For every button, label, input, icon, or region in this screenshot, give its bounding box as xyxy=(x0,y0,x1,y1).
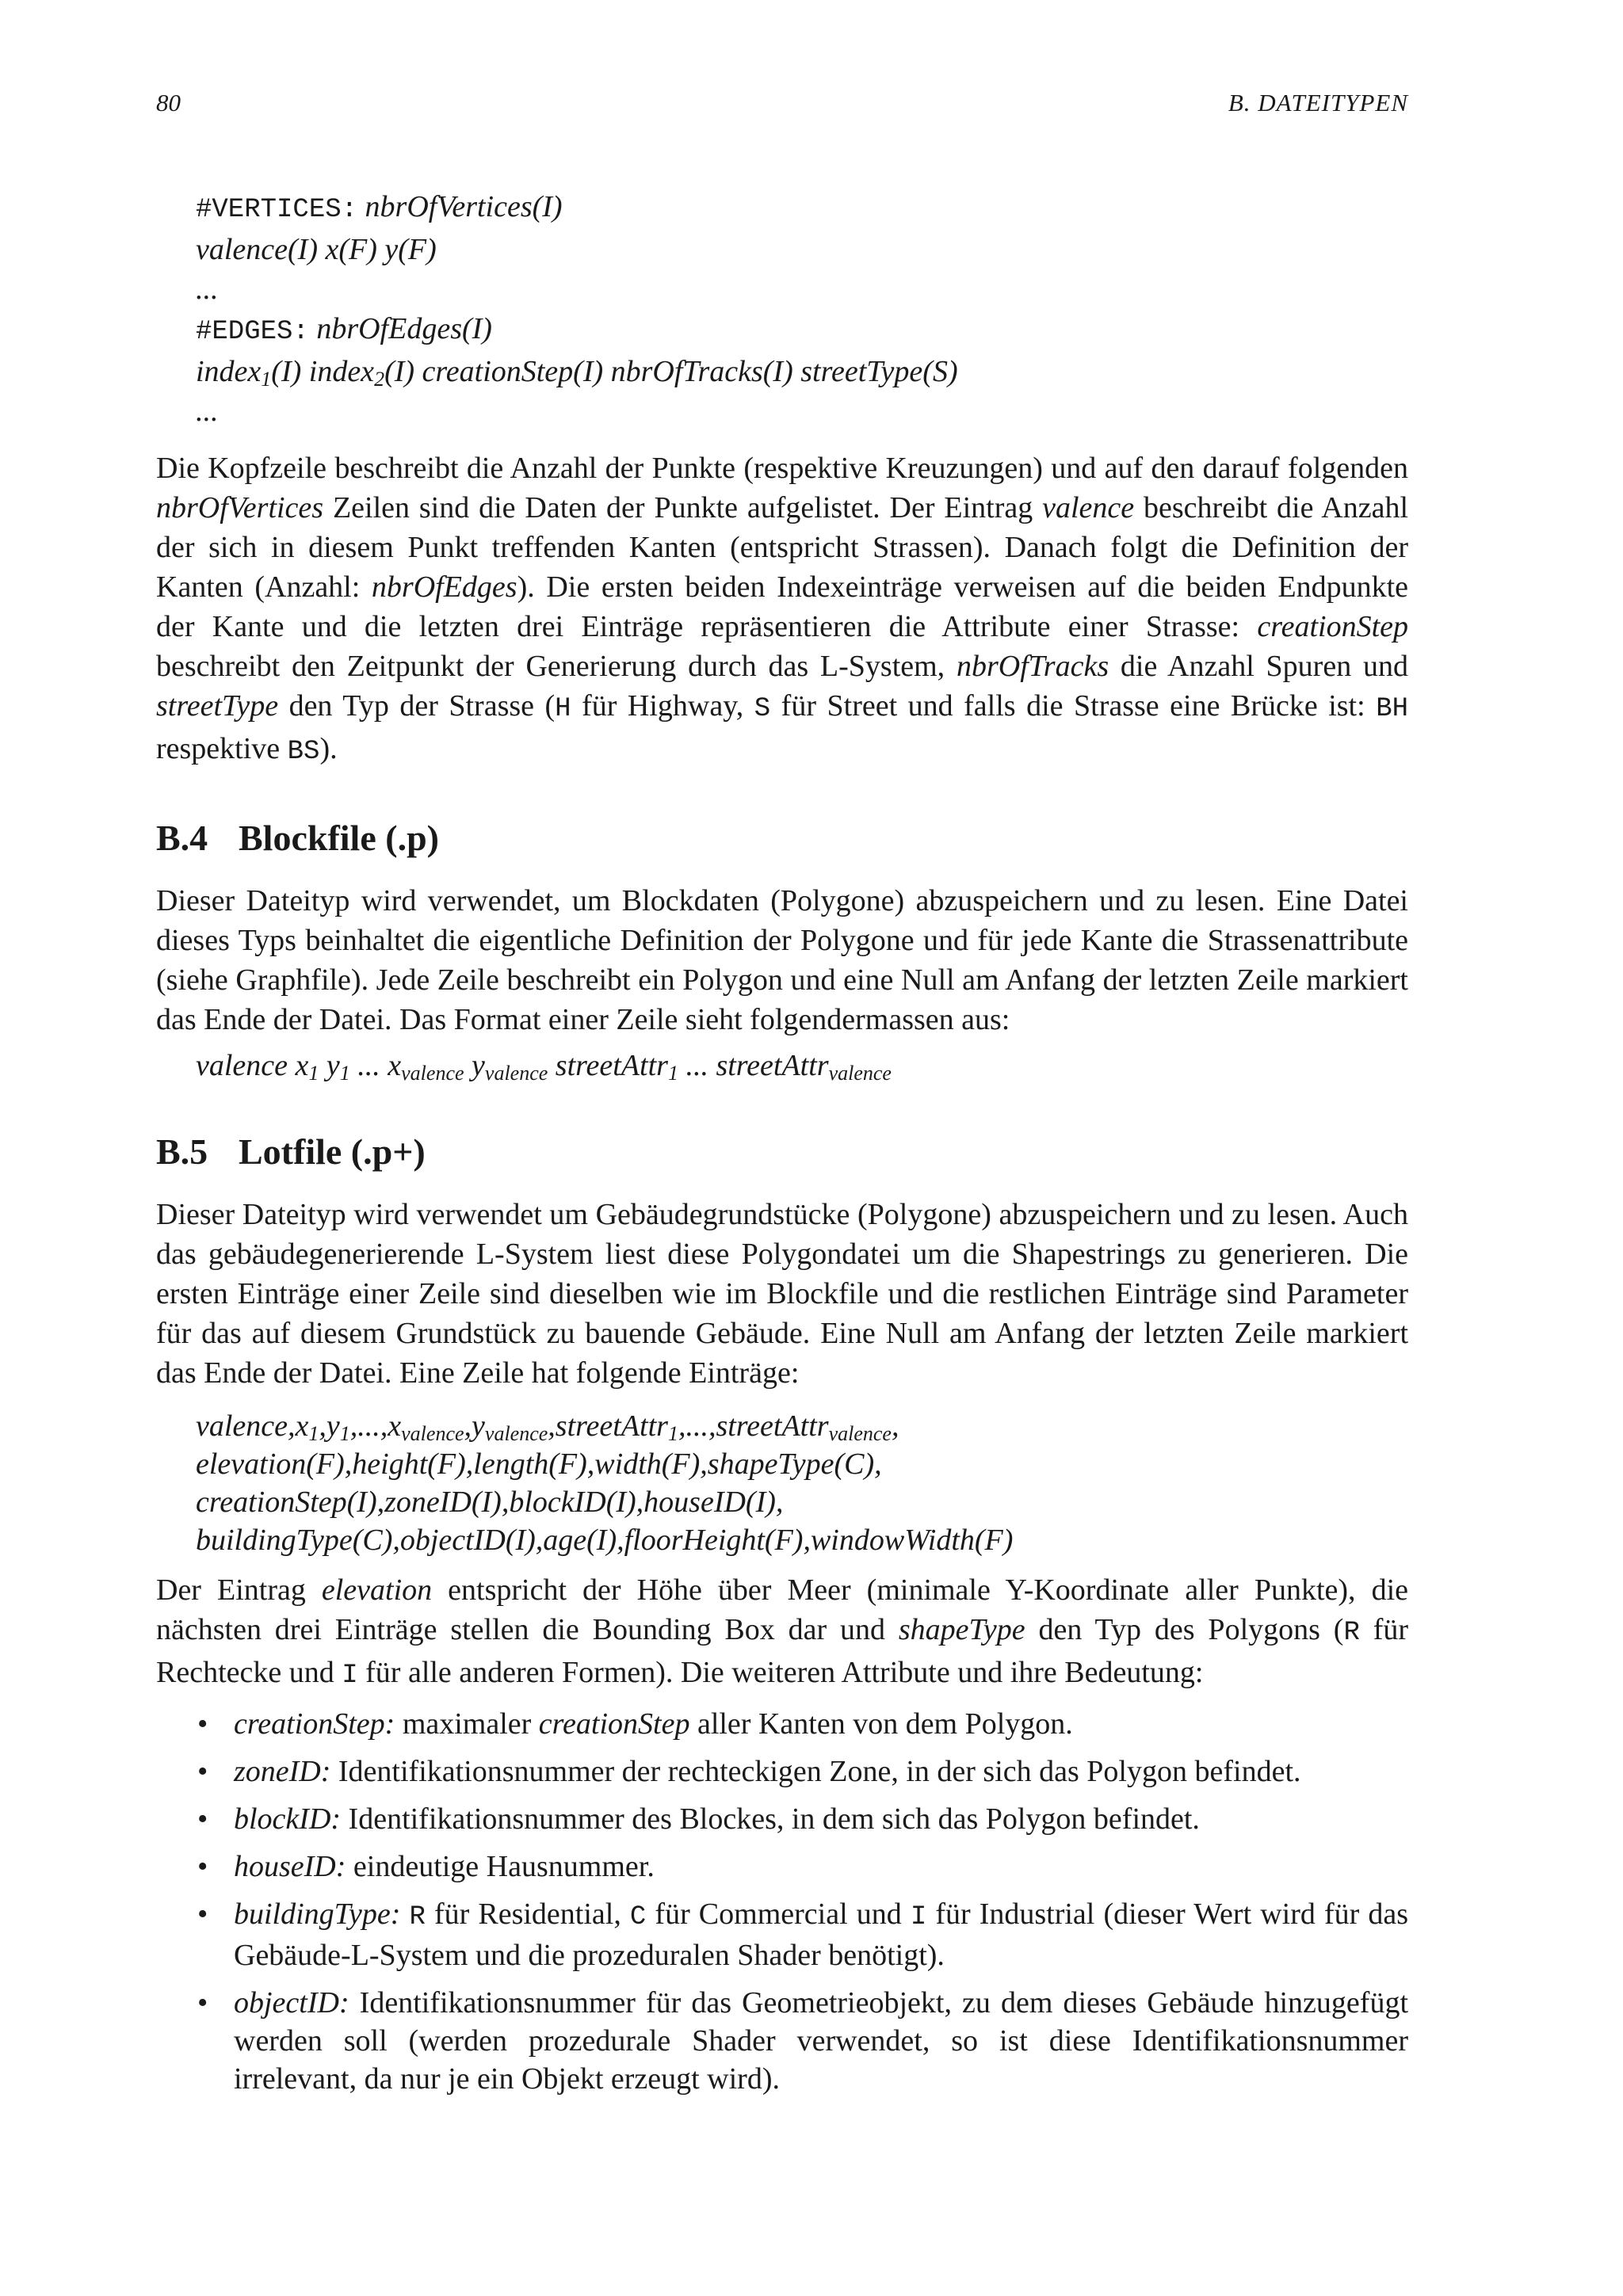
lotfile-line-format xyxy=(196,1407,1408,1559)
list-item-zoneid: • zoneID: Identifikationsnummer der rechteckigen Zone, in der sich das Polygon befindet. xyxy=(156,1753,1408,1791)
chapter-title: B. DATEITYPEN xyxy=(1228,89,1408,116)
list-item-objectid: • objectID: Identifikationsnummer für das Geometrieobjekt, zu dem dieses Gebäude hinzugefügt werden soll (werden prozedurale Shader verwendet, so ist diese Identifikationsnummer irrelevant, da nur je ein Objekt erzeugt wird). xyxy=(156,1984,1408,2098)
format-line-edge-entry: index$_1$(I) index$_2$(I) creationStep(I) nbrOfTracks(I) streetType(S) xyxy=(196,355,958,391)
section-number: B.5 xyxy=(156,1131,208,1172)
section-number: B.4 xyxy=(156,818,208,858)
bullet-icon: • xyxy=(197,1986,208,2019)
section-title: Blockfile (.p) xyxy=(239,818,439,858)
paragraph-lotfile-attributes: Der Eintrag elevation entspricht der Höhe über Meer (minimale Y-Koordinate aller Punkte), die nächsten drei Einträge stellen die Bounding Box dar und shapeType den Typ des Polygons (R für Rechtecke und I für alle anderen Formen). Die weiteren Attribute und ihre Bedeutung: xyxy=(156,1573,1409,1691)
list-item-buildingtype: • buildingType: R für Residential, C für Commercial und I für Industrial (dieser Wert wird für das Gebäude-L-System und die prozeduralen Shader benötigt). xyxy=(156,1895,1408,1974)
blockfile-line-format: valence $x_1$ $y_1$ ... $x_{valence}$ $y_{valence}$ streetAttr$_1$ ... streetAttr$_{valence}$ xyxy=(196,1049,892,1085)
bullet-icon: • xyxy=(197,1802,208,1836)
section-heading-blockfile xyxy=(156,816,1408,860)
format-line-vertex-entry: valence(I) x(F) y(F) xyxy=(196,233,437,266)
paragraph-graphfile-description: Die Kopfzeile beschreibt die Anzahl der Punkte (respektive Kreuzungen) und auf den darauf folgenden nbrOfVertices Zeilen sind die Daten der Punkte aufgelistet. Der Eintrag valence beschreibt die Anzahl der sich in diesem Punkt treffenden Kanten (entspricht Strassen). Danach folgt die Definition der Kanten (Anzahl: nbrOfEdges). Die ersten beiden Indexeinträge verweisen auf die beiden Endpunkte der Kante und die letzten drei Einträge repräsentieren die Attribute einer Strasse: creationStep beschreibt den Zeitpunkt der Generierung durch das L-System, nbrOfTracks die Anzahl Spuren und streetType den Typ der Strasse (H für Highway, S für Street und falls die Strasse eine Brücke ist: BH respektive BS). xyxy=(156,452,1408,767)
section-heading-lotfile xyxy=(156,1130,1408,1174)
graph-file-format xyxy=(196,187,1408,431)
paragraph-lotfile-description: Dieser Dateityp wird verwendet um Gebäudegrundstücke (Polygone) abzuspeichern und zu lesen. Auch das gebäudegenerierende L-System liest diese Polygondatei um die Shapestrings zu generieren. Die ersten Einträge einer Zeile sind dieselben wie im Blockfile und die restlichen Einträge sind Parameter für das auf diesem Grundstück zu bauende Gebäude. Eine Null am Anfang der letzten Zeile markiert das Ende der Datei. Eine Zeile hat folgende Einträge: xyxy=(156,1198,1408,1390)
page-content xyxy=(156,187,1408,2107)
list-item-creationstep: • creationStep: maximaler creationStep aller Kanten von dem Polygon. xyxy=(156,1705,1408,1743)
section-title: Lotfile (.p+) xyxy=(239,1131,426,1172)
bullet-icon: • xyxy=(197,1850,208,1883)
bullet-icon: • xyxy=(197,1755,208,1788)
format-line-edges: #EDGES: nbrOfEdges(I) xyxy=(196,312,492,347)
format-line-ellipsis: ... xyxy=(196,273,219,306)
bullet-icon: • xyxy=(197,1897,208,1931)
lotfile-format-line: buildingType(C),objectID(I),age(I),floorHeight(F),windowWidth(F) xyxy=(196,1524,1014,1557)
page-number: 80 xyxy=(156,89,181,116)
lotfile-format-line: creationStep(I),zoneID(I),blockID(I),houseID(I), xyxy=(196,1486,784,1519)
format-line-ellipsis: ... xyxy=(196,395,219,428)
list-item-houseid: • houseID: eindeutige Hausnummer. xyxy=(156,1848,1408,1886)
paragraph-blockfile-description: Dieser Dateityp wird verwendet, um Blockdaten (Polygone) abzuspeichern und zu lesen. Eine Datei dieses Typs beinhaltet die eigentliche Definition der Polygone und für jede Kante die Strassenattribute (siehe Graphfile). Jede Zeile beschreibt ein Polygon und eine Null am Anfang der letzten Zeile markiert das Ende der Datei. Das Format einer Zeile sieht folgendermassen aus: xyxy=(156,884,1408,1036)
running-header xyxy=(156,89,1408,124)
bullet-icon: • xyxy=(197,1707,208,1741)
format-line-vertices: #VERTICES: nbrOfVertices(I) xyxy=(196,190,563,225)
lotfile-format-line: elevation(F),height(F),length(F),width(F),shapeType(C), xyxy=(196,1447,882,1481)
lotfile-format-line: $valence,x_1,y_1,...,x_{valence},y_{valence},streetAttr_1,...,streetAttr_{valence}$, xyxy=(196,1409,899,1445)
attribute-list xyxy=(156,1705,1408,2098)
list-item-blockid: • blockID: Identifikationsnummer des Blockes, in dem sich das Polygon befindet. xyxy=(156,1800,1408,1838)
